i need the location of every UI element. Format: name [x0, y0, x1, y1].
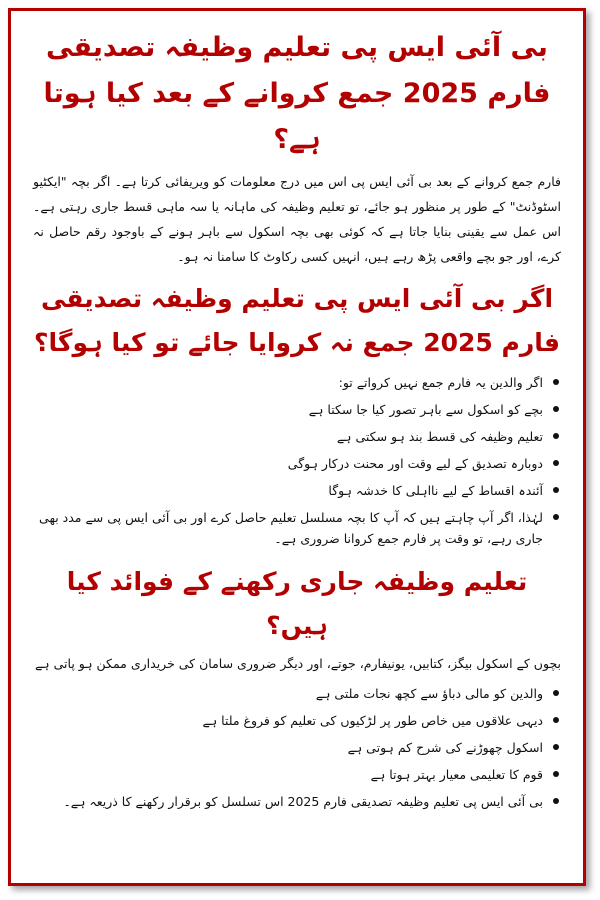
- bullet-icon: [553, 514, 559, 520]
- bullet-icon: [553, 771, 559, 777]
- bullet-icon: [553, 433, 559, 439]
- bullet-icon: [553, 798, 559, 804]
- list-item: والدین کو مالی دباؤ سے کچھ نجات ملتی ہے: [33, 680, 543, 707]
- list-item: دوبارہ تصدیق کے لیے وقت اور محنت درکار ہوگی: [33, 450, 543, 477]
- list-item: تعلیم وظیفہ کی قسط بند ہو سکتی ہے: [33, 423, 543, 450]
- bullet-icon: [553, 406, 559, 412]
- bullet-icon: [553, 487, 559, 493]
- bullet-icon: [553, 744, 559, 750]
- bullet-icon: [553, 690, 559, 696]
- benefits-list: [33, 680, 561, 815]
- list-item: آئندہ اقساط کے لیے نااہلی کا خدشہ ہوگا: [33, 477, 543, 504]
- section-heading-not-submitted: اگر بی آئی ایس پی تعلیم وظیفہ تصدیقی فارم 2025 جمع نہ کروایا جائے تو کیا ہوگا؟: [34, 284, 560, 357]
- bullet-icon: [553, 460, 559, 466]
- list-item: قوم کا تعلیمی معیار بہتر ہوتا ہے: [33, 761, 543, 788]
- list-item: لہٰذا، اگر آپ چاہتے ہیں کہ آپ کا بچہ مسلسل تعلیم حاصل کرے اور بی آئی ایس پی سے مدد بھی جاری رہے، تو وقت پر فارم جمع کروانا ضروری ہے۔: [33, 504, 543, 552]
- list-item: دیہی علاقوں میں خاص طور پر لڑکیوں کی تعلیم کو فروغ ملتا ہے: [33, 707, 543, 734]
- section-heading-after-submission: بی آئی ایس پی تعلیم وظیفہ تصدیقی فارم 2025 جمع کروانے کے بعد کیا ہوتا ہے؟: [43, 32, 551, 155]
- section-heading-benefits: تعلیم وظیفہ جاری رکھنے کے فوائد کیا ہیں؟: [66, 567, 528, 640]
- consequences-list: [33, 369, 561, 552]
- bullet-icon: [553, 717, 559, 723]
- article-card: [8, 8, 586, 886]
- list-item: بی آئی ایس پی تعلیم وظیفہ تصدیقی فارم 2025 اس تسلسل کو برقرار رکھنے کا ذریعہ ہے۔: [33, 788, 543, 815]
- after-submission-paragraph: فارم جمع کروانے کے بعد بی آئی ایس پی اس میں درج معلومات کو ویریفائی کرتا ہے۔ اگر بچہ "ایکٹیو اسٹوڈنٹ" کے طور پر منظور ہو جائے، تو تعلیم وظیفہ کی ماہانہ یا سہ ماہی قسط جاری رہتی ہے۔ اس عمل سے یقینی بنایا جاتا ہے کہ کوئی بھی بچہ اسکول سے باہر ہونے کے باوجود رقم حاصل نہ کرے، اور جو بچے واقعی پڑھ رہے ہیں، انہیں کسی رکاوٹ کا سامنا نہ ہو۔: [33, 174, 561, 264]
- list-item: بچے کو اسکول سے باہر تصور کیا جا سکتا ہے: [33, 396, 543, 423]
- article-content: [11, 11, 583, 821]
- list-item: اسکول چھوڑنے کی شرح کم ہوتی ہے: [33, 734, 543, 761]
- benefits-intro: بچوں کے اسکول بیگز، کتابیں، یونیفارم، جوتے، اور دیگر ضروری سامان کی خریداری ممکن ہو پاتی ہے: [34, 656, 561, 671]
- bullet-icon: [553, 379, 559, 385]
- list-item: اگر والدین یہ فارم جمع نہیں کرواتے تو:: [33, 369, 543, 396]
